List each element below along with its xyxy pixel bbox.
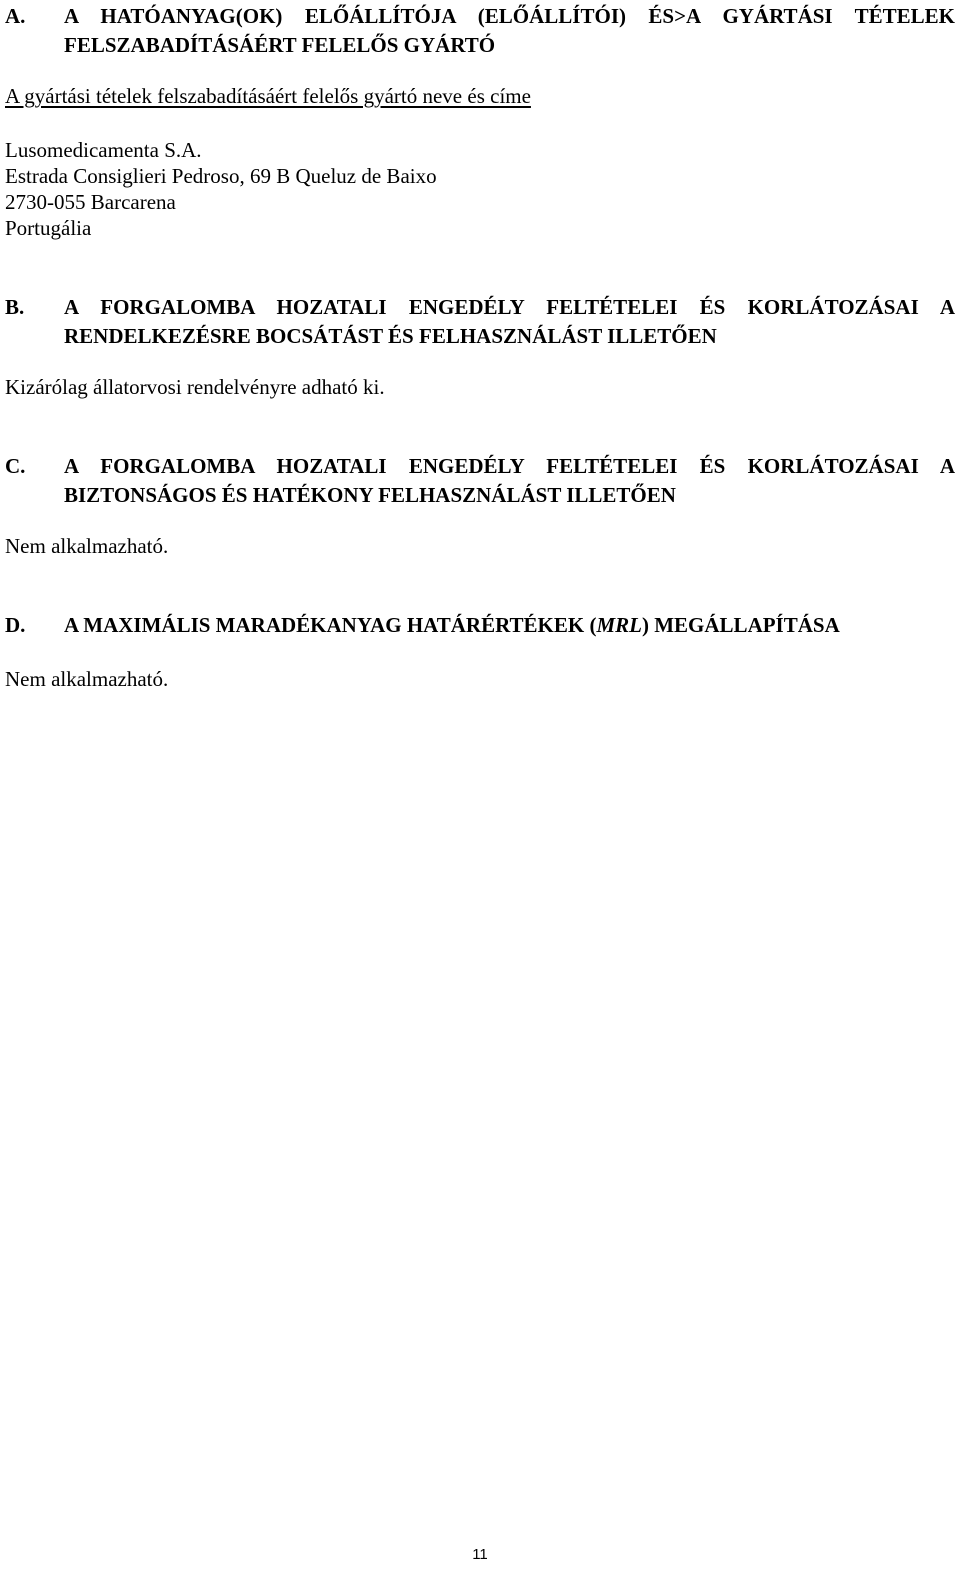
manufacturer-city: 2730-055 Barcarena: [5, 190, 176, 214]
section-b-letter: B.: [5, 295, 25, 319]
section-c-body: Nem alkalmazható.: [5, 534, 169, 558]
section-d-title-before: A MAXIMÁLIS MARADÉKANYAG HATÁRÉRTÉKEK (: [64, 613, 597, 637]
section-b-title-line2: RENDELKEZÉSRE BOCSÁTÁST ÉS FELHASZNÁLÁST ILLETŐEN: [64, 324, 717, 348]
section-c-title-line2: BIZTONSÁGOS ÉS HATÉKONY FELHASZNÁLÁST ILLETŐEN: [64, 483, 676, 507]
section-b-heading: [5, 293, 955, 351]
section-a-letter: A.: [5, 4, 26, 28]
section-c-heading: [5, 452, 955, 510]
section-a-title-line2: FELSZABADÍTÁSÁÉRT FELELŐS GYÁRTÓ: [64, 33, 496, 57]
section-c-title-line1: A FORGALOMBA HOZATALI ENGEDÉLY FELTÉTELEI ÉS KORLÁTOZÁSAI A: [64, 454, 955, 478]
section-a-subtitle: A gyártási tételek felszabadításáért felelős gyártó neve és címe: [5, 84, 531, 108]
section-d-letter: D.: [5, 613, 26, 637]
manufacturer-country: Portugália: [5, 216, 92, 240]
section-a-heading: [5, 2, 955, 60]
section-d-title-mrl: MRL: [596, 613, 642, 637]
manufacturer-street: Estrada Consiglieri Pedroso, 69 B Queluz de Baixo: [5, 164, 437, 188]
section-c-letter: C.: [5, 454, 26, 478]
manufacturer-name: Lusomedicamenta S.A.: [5, 138, 202, 162]
section-b-body: Kizárólag állatorvosi rendelvényre adható ki.: [5, 375, 385, 399]
section-d-heading: [5, 611, 955, 640]
section-d-title: [64, 611, 955, 640]
section-a-title: [64, 2, 955, 60]
section-d-title-after: ) MEGÁLLAPÍTÁSA: [641, 613, 840, 637]
section-c-title: [64, 452, 955, 510]
section-a-title-line1: A HATÓANYAG(OK) ELŐÁLLÍTÓJA (ELŐÁLLÍTÓI) ÉS>A GYÁRTÁSI TÉTELEK: [64, 4, 955, 28]
section-b-title: [64, 293, 955, 351]
section-b-title-line1: A FORGALOMBA HOZATALI ENGEDÉLY FELTÉTELEI ÉS KORLÁTOZÁSAI A: [64, 295, 955, 319]
section-d-body: Nem alkalmazható.: [5, 667, 169, 691]
page-number: 11: [472, 1546, 488, 1563]
